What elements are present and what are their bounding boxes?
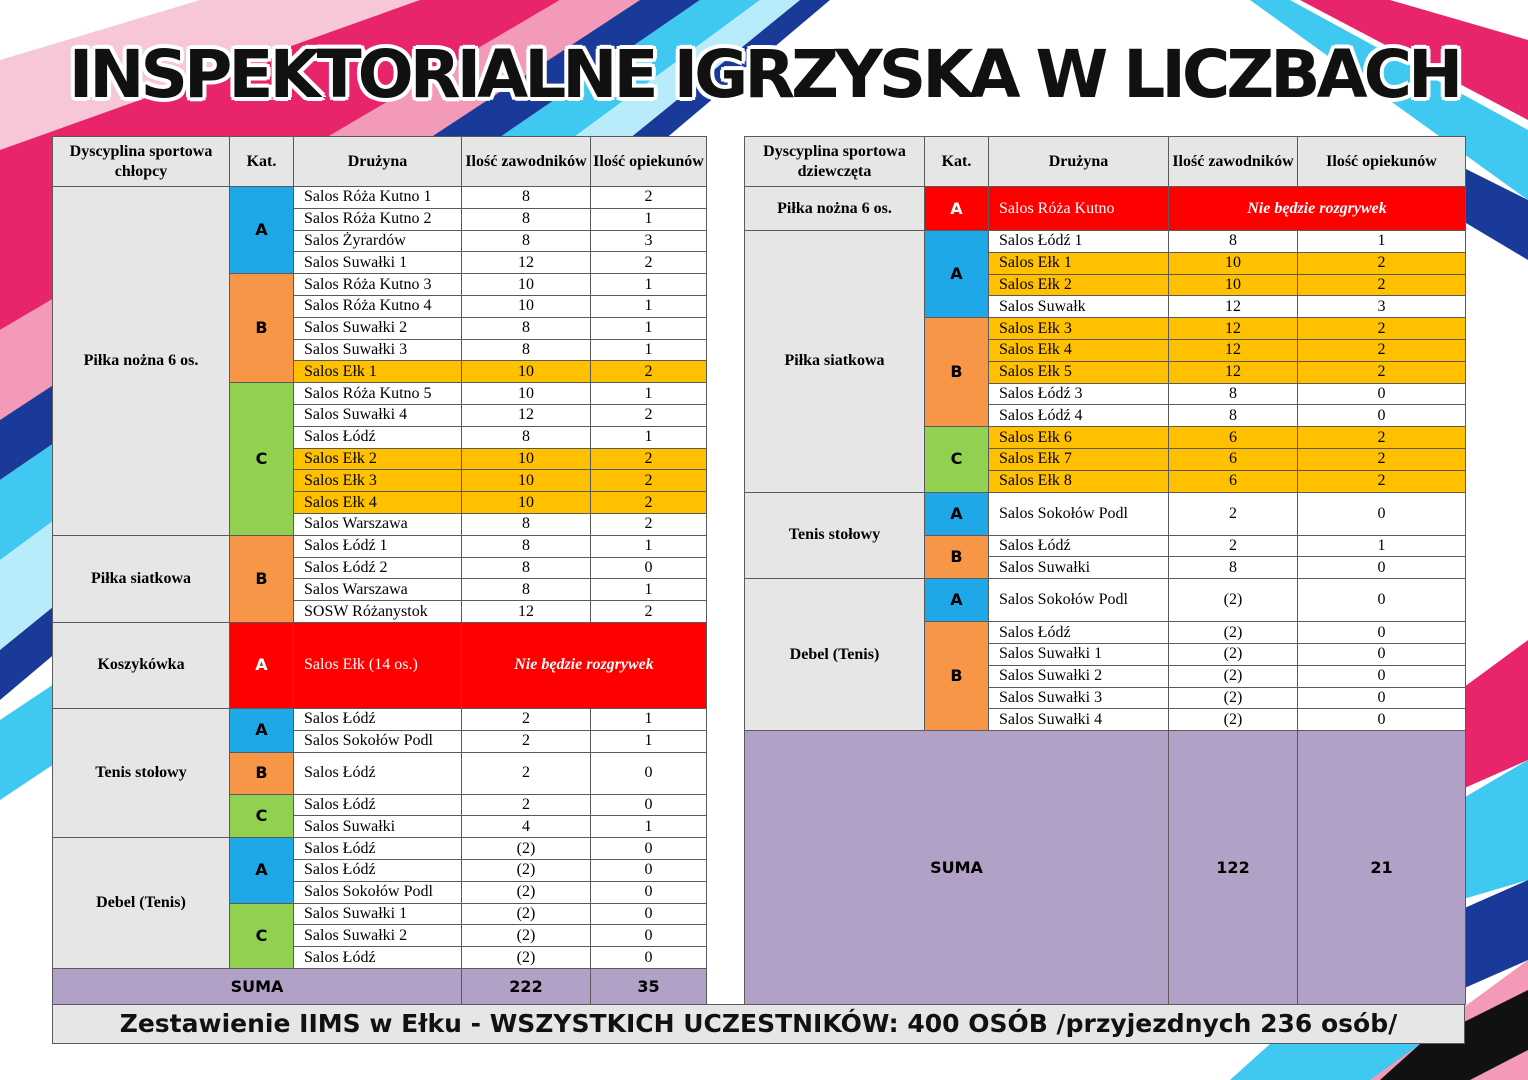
guardians-count: 0 xyxy=(591,925,707,947)
header-discipline: Dyscyplina sportowa dziewczęta xyxy=(745,137,925,187)
team-name: Salos Łódź 1 xyxy=(989,231,1169,253)
guardians-count: 2 xyxy=(591,470,707,492)
team-name: Salos Ełk 8 xyxy=(989,470,1169,492)
players-count: 8 xyxy=(462,230,591,252)
guardians-count: 1 xyxy=(591,816,707,838)
players-count: 8 xyxy=(1169,405,1298,427)
team-name: Salos Suwałki 1 xyxy=(294,903,462,925)
guardians-count: 2 xyxy=(591,252,707,274)
players-count: 4 xyxy=(462,816,591,838)
players-count: (2) xyxy=(1169,622,1298,644)
players-count: (2) xyxy=(462,838,591,860)
guardians-count: 1 xyxy=(1298,535,1466,557)
guardians-count: 0 xyxy=(591,794,707,816)
header-players: Ilość zawodników xyxy=(1169,137,1298,187)
discipline-cell: Debel (Tenis) xyxy=(745,579,925,731)
discipline-cell: Piłka nożna 6 os. xyxy=(745,187,925,231)
page-title: INSPEKTORIALNE IGRZYSKA W LICZBACH xyxy=(68,36,1460,113)
category-badge: B xyxy=(230,752,294,794)
players-count: 12 xyxy=(1169,296,1298,318)
team-name: Salos Suwałk xyxy=(989,296,1169,318)
header-team: Drużyna xyxy=(294,137,462,187)
guardians-count: 2 xyxy=(1298,470,1466,492)
guardians-count: 1 xyxy=(591,317,707,339)
summary-label: SUMA xyxy=(745,731,1169,1005)
team-name: Salos Łódź 4 xyxy=(989,405,1169,427)
players-count: (2) xyxy=(1169,643,1298,665)
guardians-count: 0 xyxy=(591,859,707,881)
guardians-count: 2 xyxy=(591,448,707,470)
category-badge: C xyxy=(230,903,294,968)
guardians-count: 1 xyxy=(591,535,707,557)
team-name: Salos Ełk 2 xyxy=(989,274,1169,296)
guardians-count: 1 xyxy=(1298,231,1466,253)
guardians-count: 0 xyxy=(1298,687,1466,709)
players-count: (2) xyxy=(462,903,591,925)
players-count: 2 xyxy=(1169,492,1298,535)
guardians-count: 2 xyxy=(1298,318,1466,340)
category-badge: A xyxy=(925,492,989,535)
guardians-count: 0 xyxy=(591,881,707,903)
table-row xyxy=(745,579,1466,622)
team-name: Salos Róża Kutno 2 xyxy=(294,208,462,230)
table-row xyxy=(53,838,707,860)
guardians-count: 0 xyxy=(1298,579,1466,622)
guardians-count: 0 xyxy=(591,947,707,969)
players-count: (2) xyxy=(462,947,591,969)
players-count: 12 xyxy=(462,252,591,274)
team-name: Salos Róża Kutno 5 xyxy=(294,383,462,405)
team-name: Salos Ełk 3 xyxy=(989,318,1169,340)
guardians-count: 0 xyxy=(591,838,707,860)
team-name: Salos Warszawa xyxy=(294,513,462,535)
players-count: 8 xyxy=(462,513,591,535)
guardians-count: 0 xyxy=(1298,492,1466,535)
team-name: Salos Ełk 1 xyxy=(989,252,1169,274)
team-name: Salos Łódź 2 xyxy=(294,557,462,579)
players-count: 8 xyxy=(462,579,591,601)
footer-summary: Zestawienie IIMS w Ełku - WSZYSTKICH UCZESTNIKÓW: 400 OSÓB /przyjezdnych 236 osób/ xyxy=(52,1004,1465,1044)
guardians-count: 2 xyxy=(591,601,707,623)
guardians-count: 2 xyxy=(591,404,707,426)
guardians-count: 1 xyxy=(591,383,707,405)
players-count: 8 xyxy=(1169,383,1298,405)
team-name: Salos Sokołów Podl xyxy=(294,881,462,903)
team-name: Salos Łódź 1 xyxy=(294,535,462,557)
category-badge: B xyxy=(925,318,989,427)
players-count: (2) xyxy=(462,925,591,947)
category-badge: A xyxy=(925,231,989,318)
players-count: 2 xyxy=(462,752,591,794)
guardians-count: 2 xyxy=(1298,448,1466,470)
team-name: Salos Ełk 4 xyxy=(294,492,462,514)
category-badge: C xyxy=(230,383,294,536)
team-name: Salos Suwałki 4 xyxy=(294,404,462,426)
discipline-cell: Tenis stołowy xyxy=(53,708,230,837)
players-count: 10 xyxy=(462,361,591,383)
players-count: 10 xyxy=(462,470,591,492)
guardians-count: 2 xyxy=(1298,274,1466,296)
header-row xyxy=(745,137,1466,187)
header-discipline: Dyscyplina sportowa chłopcy xyxy=(53,137,230,187)
category-badge: A xyxy=(230,622,294,708)
team-name: Salos Suwałki 3 xyxy=(989,687,1169,709)
team-name: Salos Suwałki xyxy=(989,557,1169,579)
team-name: Salos Łódź xyxy=(294,838,462,860)
team-name: Salos Suwałki 3 xyxy=(294,339,462,361)
team-name: Salos Róża Kutno xyxy=(989,187,1169,231)
guardians-count: 0 xyxy=(1298,643,1466,665)
team-name: Salos Suwałki 2 xyxy=(989,665,1169,687)
guardians-count: 0 xyxy=(1298,405,1466,427)
guardians-count: 0 xyxy=(1298,622,1466,644)
players-count: 12 xyxy=(1169,361,1298,383)
team-name: Salos Łódź 3 xyxy=(989,383,1169,405)
boys-table-panel xyxy=(52,136,706,1004)
category-badge: B xyxy=(925,622,989,731)
players-count: 2 xyxy=(462,708,591,730)
table-row xyxy=(53,187,707,209)
guardians-count: 0 xyxy=(1298,557,1466,579)
summary-guardians: 35 xyxy=(591,968,707,1005)
guardians-count: 1 xyxy=(591,579,707,601)
players-count: 8 xyxy=(1169,231,1298,253)
summary-players: 122 xyxy=(1169,731,1298,1005)
team-name: Salos Ełk 1 xyxy=(294,361,462,383)
team-name: Salos Ełk 6 xyxy=(989,427,1169,449)
players-count: 8 xyxy=(462,557,591,579)
team-name: Salos Ełk 4 xyxy=(989,339,1169,361)
discipline-cell: Koszykówka xyxy=(53,622,230,708)
players-count: 2 xyxy=(462,794,591,816)
players-count: (2) xyxy=(462,859,591,881)
guardians-count: 2 xyxy=(1298,339,1466,361)
discipline-cell: Debel (Tenis) xyxy=(53,838,230,969)
team-name: Salos Łódź xyxy=(294,752,462,794)
guardians-count: 1 xyxy=(591,339,707,361)
guardians-count: 0 xyxy=(591,557,707,579)
guardians-count: 0 xyxy=(1298,709,1466,731)
category-badge: A xyxy=(230,708,294,752)
players-count: 12 xyxy=(1169,339,1298,361)
team-name: Salos Ełk 7 xyxy=(989,448,1169,470)
players-count: 10 xyxy=(462,383,591,405)
team-name: Salos Łódź xyxy=(294,794,462,816)
category-badge: A xyxy=(925,187,989,231)
players-count: 8 xyxy=(462,339,591,361)
header-guardians: Ilość opiekunów xyxy=(1298,137,1466,187)
table-row xyxy=(53,622,707,708)
table-row xyxy=(745,187,1466,231)
guardians-count: 3 xyxy=(591,230,707,252)
team-name: Salos Sokołów Podl xyxy=(989,579,1169,622)
team-name: Salos Łódź xyxy=(989,535,1169,557)
players-count: 10 xyxy=(462,274,591,296)
players-count: 8 xyxy=(462,426,591,448)
discipline-cell: Piłka siatkowa xyxy=(53,535,230,622)
team-name: Salos Żyrardów xyxy=(294,230,462,252)
category-badge: A xyxy=(230,187,294,274)
players-count: 10 xyxy=(462,448,591,470)
guardians-count: 2 xyxy=(1298,361,1466,383)
team-name: Salos Ełk (14 os.) xyxy=(294,622,462,708)
team-name: Salos Róża Kutno 1 xyxy=(294,187,462,209)
players-count: 8 xyxy=(1169,557,1298,579)
guardians-count: 1 xyxy=(591,208,707,230)
players-count: 10 xyxy=(462,295,591,317)
players-count: 8 xyxy=(462,187,591,209)
category-badge: B xyxy=(230,274,294,383)
guardians-count: 1 xyxy=(591,708,707,730)
discipline-cell: Tenis stołowy xyxy=(745,492,925,579)
header-guardians: Ilość opiekunów xyxy=(591,137,707,187)
team-name: Salos Róża Kutno 3 xyxy=(294,274,462,296)
category-badge: A xyxy=(925,579,989,622)
players-count: (2) xyxy=(1169,579,1298,622)
players-count: (2) xyxy=(1169,709,1298,731)
team-name: Salos Łódź xyxy=(989,622,1169,644)
guardians-count: 0 xyxy=(591,903,707,925)
header-row xyxy=(53,137,707,187)
header-players: Ilość zawodników xyxy=(462,137,591,187)
team-name: Salos Suwałki 2 xyxy=(294,925,462,947)
guardians-count: 0 xyxy=(1298,665,1466,687)
category-badge: B xyxy=(230,535,294,622)
team-name: Salos Łódź xyxy=(294,708,462,730)
girls-table xyxy=(744,136,1466,1005)
discipline-cell: Piłka siatkowa xyxy=(745,231,925,493)
summary-players: 222 xyxy=(462,968,591,1005)
category-badge: C xyxy=(925,427,989,492)
summary-row xyxy=(53,968,707,1005)
team-name: Salos Suwałki xyxy=(294,816,462,838)
team-name: Salos Ełk 3 xyxy=(294,470,462,492)
girls-table-panel xyxy=(744,136,1465,1004)
header-cat: Kat. xyxy=(925,137,989,187)
summary-label: SUMA xyxy=(53,968,462,1005)
guardians-count: 0 xyxy=(1298,383,1466,405)
players-count: 8 xyxy=(462,317,591,339)
category-badge: C xyxy=(230,794,294,838)
players-count: 12 xyxy=(462,404,591,426)
team-name: Salos Róża Kutno 4 xyxy=(294,295,462,317)
team-name: Salos Ełk 2 xyxy=(294,448,462,470)
guardians-count: 1 xyxy=(591,426,707,448)
header-cat: Kat. xyxy=(230,137,294,187)
table-row xyxy=(53,708,707,730)
team-name: Salos Suwałki 4 xyxy=(989,709,1169,731)
category-badge: B xyxy=(925,535,989,579)
team-name: Salos Łódź xyxy=(294,426,462,448)
team-name: Salos Suwałki 2 xyxy=(294,317,462,339)
discipline-cell: Piłka nożna 6 os. xyxy=(53,187,230,536)
no-games-note: Nie będzie rozgrywek xyxy=(462,622,707,708)
guardians-count: 0 xyxy=(591,752,707,794)
players-count: 2 xyxy=(1169,535,1298,557)
players-count: (2) xyxy=(1169,687,1298,709)
guardians-count: 2 xyxy=(591,187,707,209)
table-row xyxy=(745,492,1466,535)
players-count: 12 xyxy=(462,601,591,623)
players-count: 8 xyxy=(462,535,591,557)
guardians-count: 2 xyxy=(1298,427,1466,449)
guardians-count: 2 xyxy=(591,361,707,383)
players-count: 10 xyxy=(462,492,591,514)
team-name: Salos Suwałki 1 xyxy=(989,643,1169,665)
guardians-count: 2 xyxy=(1298,252,1466,274)
guardians-count: 2 xyxy=(591,513,707,535)
players-count: 2 xyxy=(462,730,591,752)
players-count: 10 xyxy=(1169,252,1298,274)
players-count: 10 xyxy=(1169,274,1298,296)
summary-row xyxy=(745,731,1466,1005)
players-count: 6 xyxy=(1169,448,1298,470)
players-count: 8 xyxy=(462,208,591,230)
team-name: Salos Sokołów Podl xyxy=(989,492,1169,535)
players-count: (2) xyxy=(462,881,591,903)
team-name: Salos Suwałki 1 xyxy=(294,252,462,274)
guardians-count: 1 xyxy=(591,295,707,317)
guardians-count: 2 xyxy=(591,492,707,514)
players-count: (2) xyxy=(1169,665,1298,687)
header-team: Drużyna xyxy=(989,137,1169,187)
team-name: Salos Warszawa xyxy=(294,579,462,601)
team-name: SOSW Różanystok xyxy=(294,601,462,623)
table-row xyxy=(745,231,1466,253)
players-count: 6 xyxy=(1169,427,1298,449)
guardians-count: 1 xyxy=(591,730,707,752)
team-name: Salos Sokołów Podl xyxy=(294,730,462,752)
no-games-note: Nie będzie rozgrywek xyxy=(1169,187,1466,231)
table-row xyxy=(53,535,707,557)
team-name: Salos Ełk 5 xyxy=(989,361,1169,383)
players-count: 6 xyxy=(1169,470,1298,492)
boys-table xyxy=(52,136,707,1006)
guardians-count: 1 xyxy=(591,274,707,296)
summary-guardians: 21 xyxy=(1298,731,1466,1005)
category-badge: A xyxy=(230,838,294,903)
guardians-count: 3 xyxy=(1298,296,1466,318)
team-name: Salos Łódź xyxy=(294,947,462,969)
players-count: 12 xyxy=(1169,318,1298,340)
team-name: Salos Łódź xyxy=(294,859,462,881)
